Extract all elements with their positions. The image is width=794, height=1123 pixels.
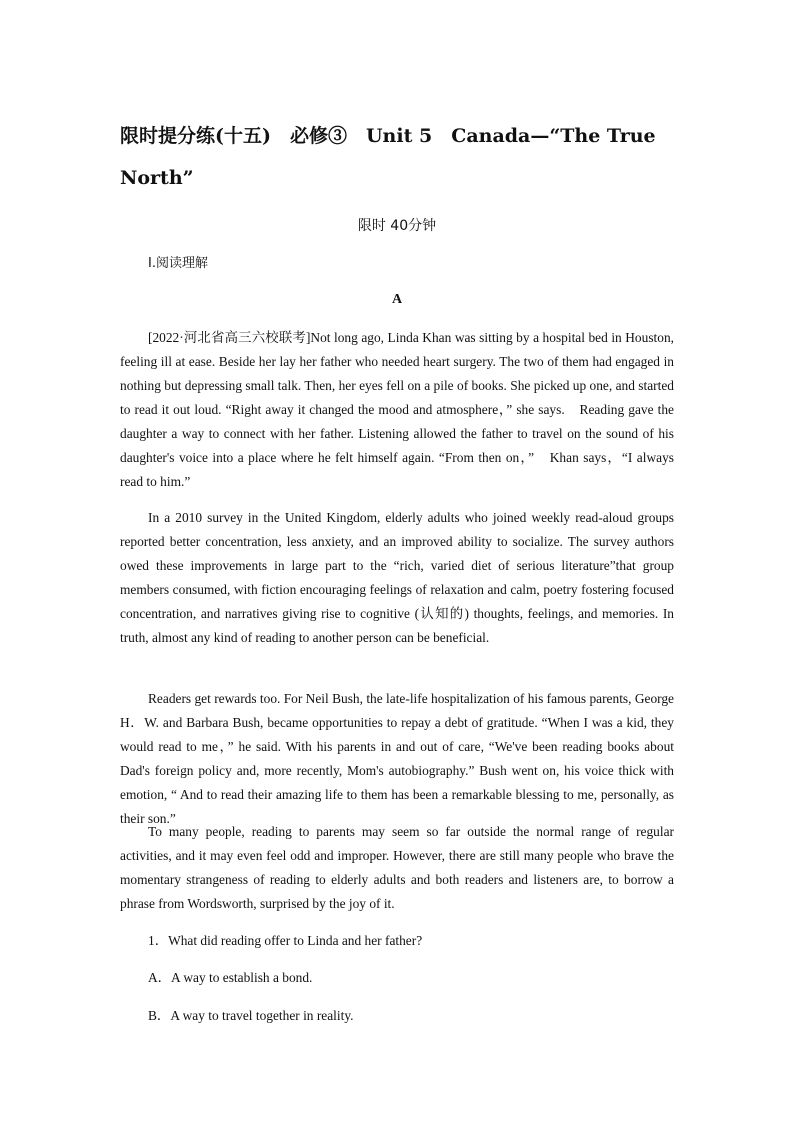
- passage-paragraph: [2022·河北省高三六校联考]Not long ago, Linda Khan was sitting by a hospital bed in Houston, feeling ill at ease. Beside her lay her father who needed heart surgery. The two of them had engaged in nothing but depressing small talk. Then, her eyes fell on a pile of books. She picked up one, and started to read it out loud. “Right away it changed the mood and atmosphere，” she says. Reading gave the daughter a way to connect with her father. Listening allowed the father to travel on the sound of his daughter's voice into a place where he felt himself again. “From then on，” Khan says，“I always read to him.”: [120, 330, 674, 489]
- answer-option-a: A．A way to establish a bond.: [148, 970, 313, 985]
- page-title: 限时提分练(十五) 必修③ Unit 5 Canada—“The True North”: [120, 125, 656, 189]
- section-heading: Ⅰ.阅读理解: [148, 256, 208, 271]
- passage-paragraph: In a 2010 survey in the United Kingdom, elderly adults who joined weekly read-aloud groups reported better concentration, less anxiety, and an improved ability to socialize. The survey authors owed these improvements in large part to the “rich, varied diet of serious literature”that group members consumed, with fiction encouraging feelings of relaxation and calm, poetry fostering focused concentration, and narratives giving rise to cognitive (认知的) thoughts, feelings, and memories. In truth, almost any kind of reading to another person can be beneficial.: [120, 510, 674, 645]
- passage-label: A: [391, 292, 403, 307]
- passage-paragraph: Readers get rewards too. For Neil Bush, the late-life hospitalization of his famous parents, George H．W. and Barbara Bush, became opportunities to repay a debt of gratitude. “When I was a kid, they would read to me，” he said. With his parents in and out of care, “We've been reading books about Dad's foreign policy and, more recently, Mom's autobiography.” Bush went on, his voice thick with emotion, “ And to read their amazing life to them has been a remarkable blessing to me, personally, as their son.”: [120, 691, 674, 826]
- question-stem: 1．What did reading offer to Linda and her father?: [148, 933, 423, 948]
- answer-option-b: B．A way to travel together in reality.: [148, 1008, 354, 1023]
- time-limit: 限时 40分钟: [357, 218, 437, 234]
- passage-paragraph: To many people, reading to parents may seem so far outside the normal range of regular activities, and it may even feel odd and improper. However, there are still many people who brave the momentary strangeness of reading to elderly adults and both readers and listeners are, to borrow a phrase from Wordsworth, surprised by the joy of it.: [120, 824, 674, 911]
